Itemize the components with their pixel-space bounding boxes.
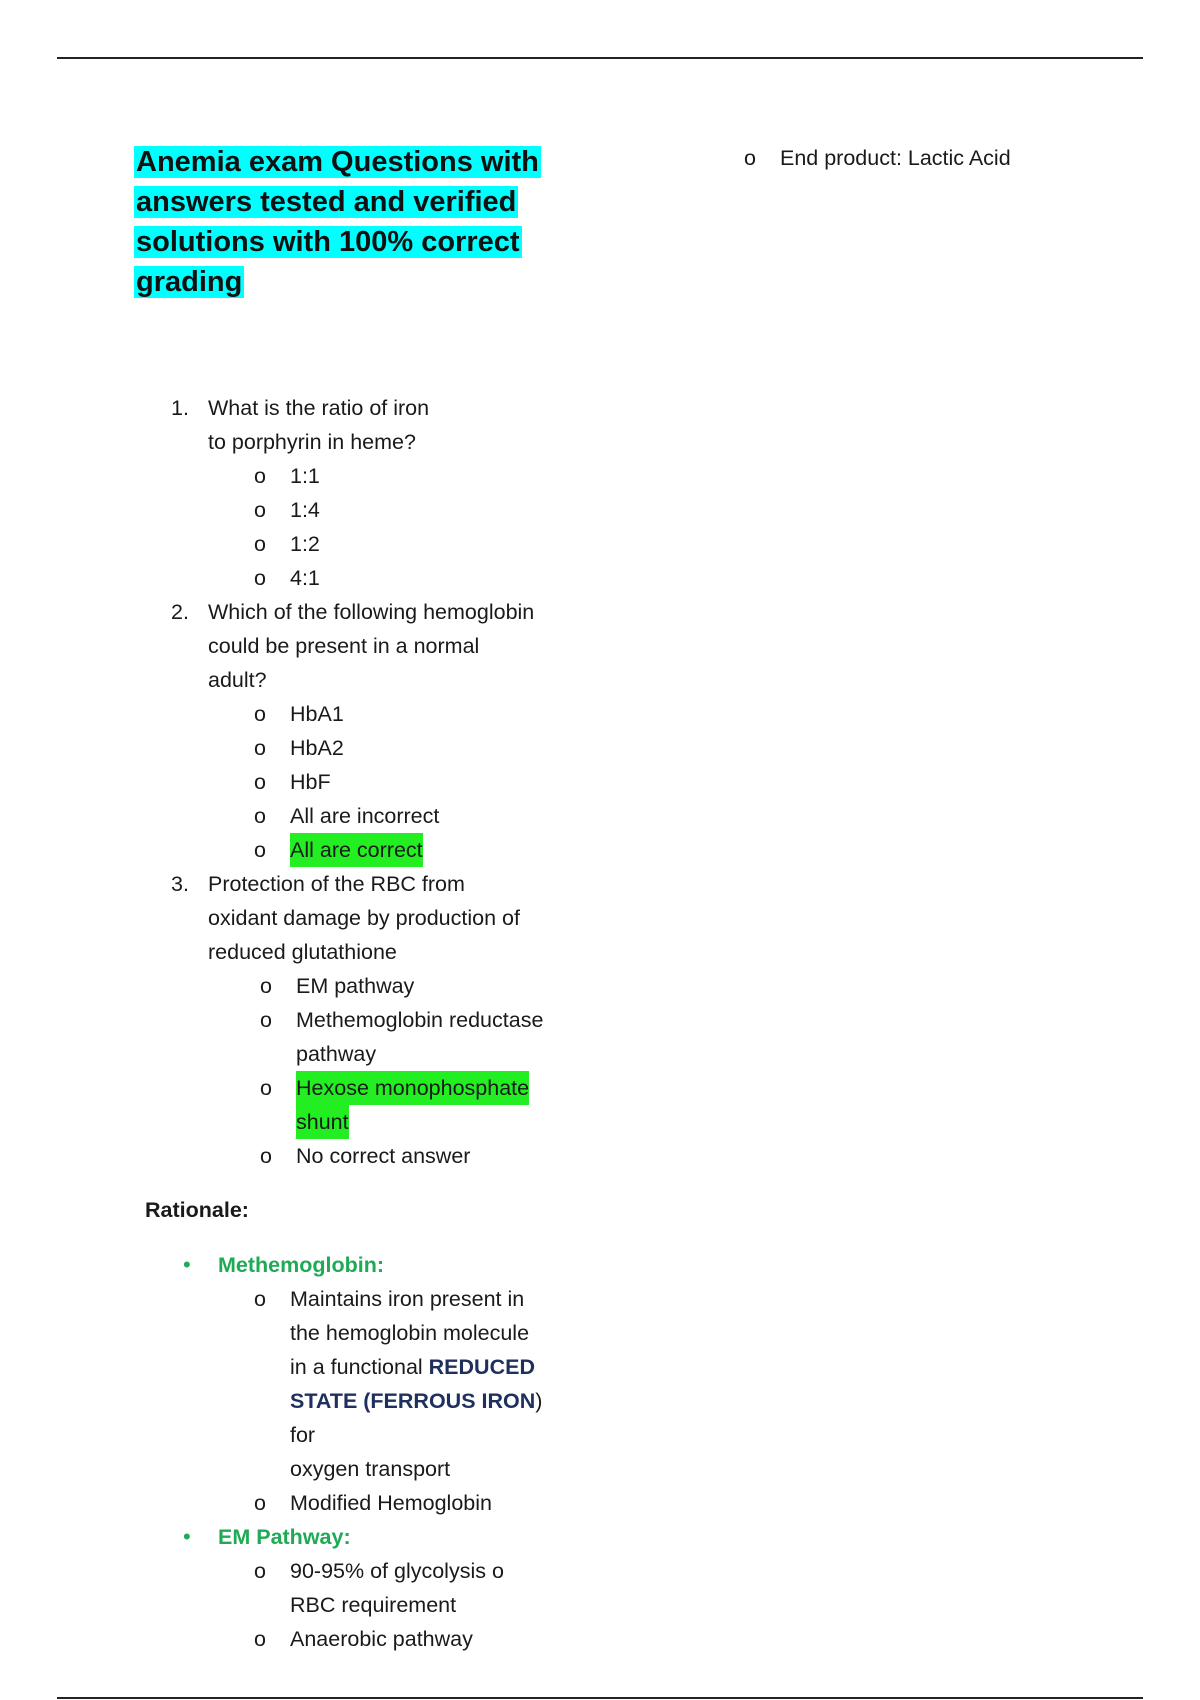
option-marker: o: [254, 702, 266, 726]
rationale-text: the hemoglobin molecule: [290, 1321, 530, 1345]
option-text: shunt: [296, 1105, 349, 1139]
option-marker: o: [254, 1627, 266, 1651]
title-line-3: solutions with 100% correct: [136, 226, 520, 258]
option-marker: o: [254, 770, 266, 794]
option-text: pathway: [296, 1042, 377, 1066]
option-text: All are incorrect: [290, 804, 440, 828]
rationale-text: [290, 1350, 535, 1384]
title-line-1: Anemia exam Questions with: [136, 146, 539, 178]
question-number: 2.: [171, 600, 189, 624]
rationale-heading: Rationale:: [145, 1198, 249, 1222]
question-text-line: Which of the following hemoglobin: [208, 600, 535, 624]
option-text: All are correct: [290, 833, 423, 867]
question-number: 1.: [171, 396, 189, 420]
rationale-text: Maintains iron present in: [290, 1287, 525, 1311]
top-rule: [57, 57, 1143, 59]
bottom-rule: [57, 1697, 1143, 1699]
rationale-subheading: Methemoglobin:: [218, 1253, 385, 1277]
option-text: EM pathway: [296, 974, 415, 998]
option-marker: o: [254, 736, 266, 760]
option-text: HbA2: [290, 736, 344, 760]
option-text: Methemoglobin reductase: [296, 1008, 544, 1032]
rationale-text: oxygen transport: [290, 1457, 451, 1481]
question-text-line: could be present in a normal: [208, 634, 480, 658]
option-marker: o: [260, 1076, 272, 1100]
rationale-text-bold: STATE (FERROUS IRON: [290, 1389, 536, 1413]
option-text: Hexose monophosphate: [296, 1071, 529, 1105]
option-text: 1:4: [290, 498, 320, 522]
option-marker: o: [254, 1491, 266, 1515]
question-number: 3.: [171, 872, 189, 896]
option-marker: o: [260, 1008, 272, 1032]
question-text-line: What is the ratio of iron: [208, 396, 430, 420]
option-text: HbA1: [290, 702, 344, 726]
question-text-line: adult?: [208, 668, 267, 692]
rationale-text-plain: ): [535, 1389, 543, 1413]
right-col-text: End product: Lactic Acid: [780, 146, 1011, 170]
rationale-text: [290, 1384, 542, 1418]
option-text: No correct answer: [296, 1144, 471, 1168]
bullet-icon: •: [183, 1524, 191, 1549]
rationale-subheading: EM Pathway:: [218, 1525, 351, 1549]
rationale-text: for: [290, 1423, 316, 1447]
question-text-line: oxidant damage by production of: [208, 906, 520, 930]
option-text: HbF: [290, 770, 331, 794]
title-line-4: grading: [136, 266, 243, 298]
option-marker: o: [254, 804, 266, 828]
option-marker: o: [254, 566, 266, 590]
option-marker: o: [254, 1287, 266, 1311]
option-marker: o: [254, 838, 266, 862]
document-title: [134, 142, 554, 302]
option-marker: o: [254, 498, 266, 522]
rationale-text: Modified Hemoglobin: [290, 1491, 492, 1515]
question-text-line: to porphyrin in heme?: [208, 430, 416, 454]
question-text-line: Protection of the RBC from: [208, 872, 465, 896]
option-marker: o: [260, 1144, 272, 1168]
right-col-marker: o: [744, 146, 756, 170]
title-line-2: answers tested and verified: [136, 186, 517, 218]
rationale-text-plain: in a functional: [290, 1355, 429, 1379]
question-text-line: reduced glutathione: [208, 940, 397, 964]
option-marker: o: [260, 974, 272, 998]
rationale-text: Anaerobic pathway: [290, 1627, 473, 1651]
rationale-text: 90-95% of glycolysis o: [290, 1559, 504, 1583]
option-text: 4:1: [290, 566, 320, 590]
bullet-icon: •: [183, 1252, 191, 1277]
option-text: 1:1: [290, 464, 320, 488]
option-text: 1:2: [290, 532, 320, 556]
option-marker: o: [254, 464, 266, 488]
option-marker: o: [254, 532, 266, 556]
rationale-text: RBC requirement: [290, 1593, 457, 1617]
rationale-text-bold: REDUCED: [428, 1355, 535, 1379]
option-marker: o: [254, 1559, 266, 1583]
